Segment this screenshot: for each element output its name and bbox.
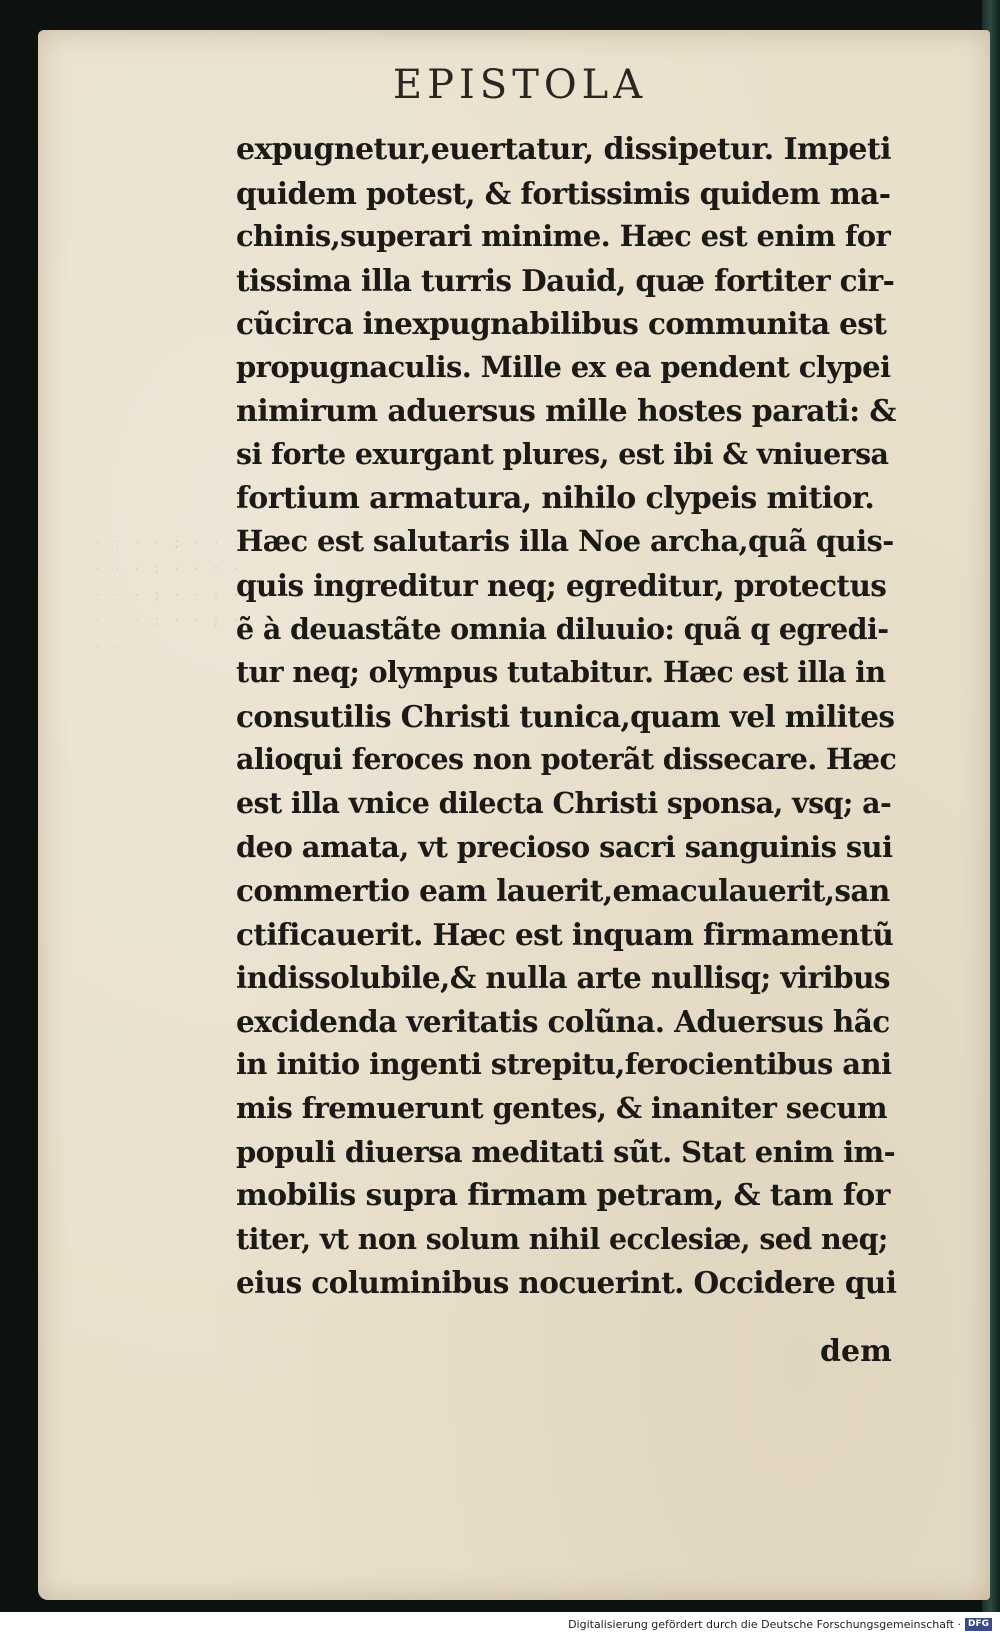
text-line: expugnetur,euertatur, dissipetur. Impeti [236, 132, 891, 167]
show-through-marks: · : · · ; · · : · · · ; · · : · · · · ; · · : · · · · : · · ; · · · [96, 536, 244, 654]
text-line: commertio eam lauerit,emaculauerit,san [236, 873, 890, 909]
text-line: consutilis Christi tunica,quam vel milites [236, 698, 895, 734]
text-line: si forte exurgant plures, est ibi & vniuersa [236, 437, 889, 472]
text-line: indissolubile,& nulla arte nullisq; viribus [236, 960, 890, 996]
body-text [236, 128, 896, 1305]
text-line: titer, vt non solum nihil ecclesiæ, sed neq; [236, 1221, 888, 1256]
text-line: fortium armatura, nihilo clypeis mitior. [236, 480, 875, 516]
text-line: ctificauerit. Hæc est inquam firmamentũ [236, 916, 894, 952]
text-line: tur neq; olympus tutabitur. Hæc est illa in [236, 655, 886, 690]
text-line: propugnaculis. Mille ex ea pendent clypei [236, 349, 891, 384]
text-line: eius columinibus nocuerint. Occidere qui [236, 1265, 897, 1301]
credit-text: Digitalisierung gefördert durch die Deutsche Forschungsgemeinschaft · [568, 1617, 961, 1631]
text-line: alioqui feroces non poterãt dissecare. Hæc [236, 742, 897, 777]
digitization-credit [568, 1616, 992, 1632]
dfg-logo: DFG [965, 1618, 992, 1631]
text-line: tissima illa turris Dauid, quæ fortiter cir- [236, 262, 895, 298]
text-line: excidenda veritatis colũna. Aduersus hãc [236, 1003, 890, 1039]
text-line: quidem potest, & fortissimis quidem ma- [236, 175, 891, 211]
text-line: quis ingreditur neq; egreditur, protectus [236, 567, 887, 603]
text-line: nimirum aduersus mille hostes parati: & [236, 393, 896, 429]
text-line: in initio ingenti strepitu,ferocientibus ani [236, 1047, 892, 1082]
text-line: cũcirca inexpugnabilibus communita est [236, 306, 887, 342]
text-line: Hæc est salutaris illa Noe archa,quã quis- [236, 524, 894, 559]
text-line: ẽ à deuastãte omnia diluuio: quã q egredi- [236, 611, 889, 646]
text-line: est illa vnice dilecta Christi sponsa, vsq; a- [236, 785, 892, 820]
catchword: dem [820, 1334, 892, 1369]
text-line: mis fremuerunt gentes, & inaniter secum [236, 1091, 887, 1126]
text-line: populi diuersa meditati sũt. Stat enim im- [236, 1134, 896, 1169]
running-head: EPISTOLA [392, 62, 648, 108]
text-line: chinis,superari minime. Hæc est enim for [236, 219, 891, 254]
text-line: deo amata, vt precioso sacri sanguinis sui [236, 829, 893, 864]
text-line: mobilis supra firmam petram, & tam for [236, 1178, 890, 1214]
